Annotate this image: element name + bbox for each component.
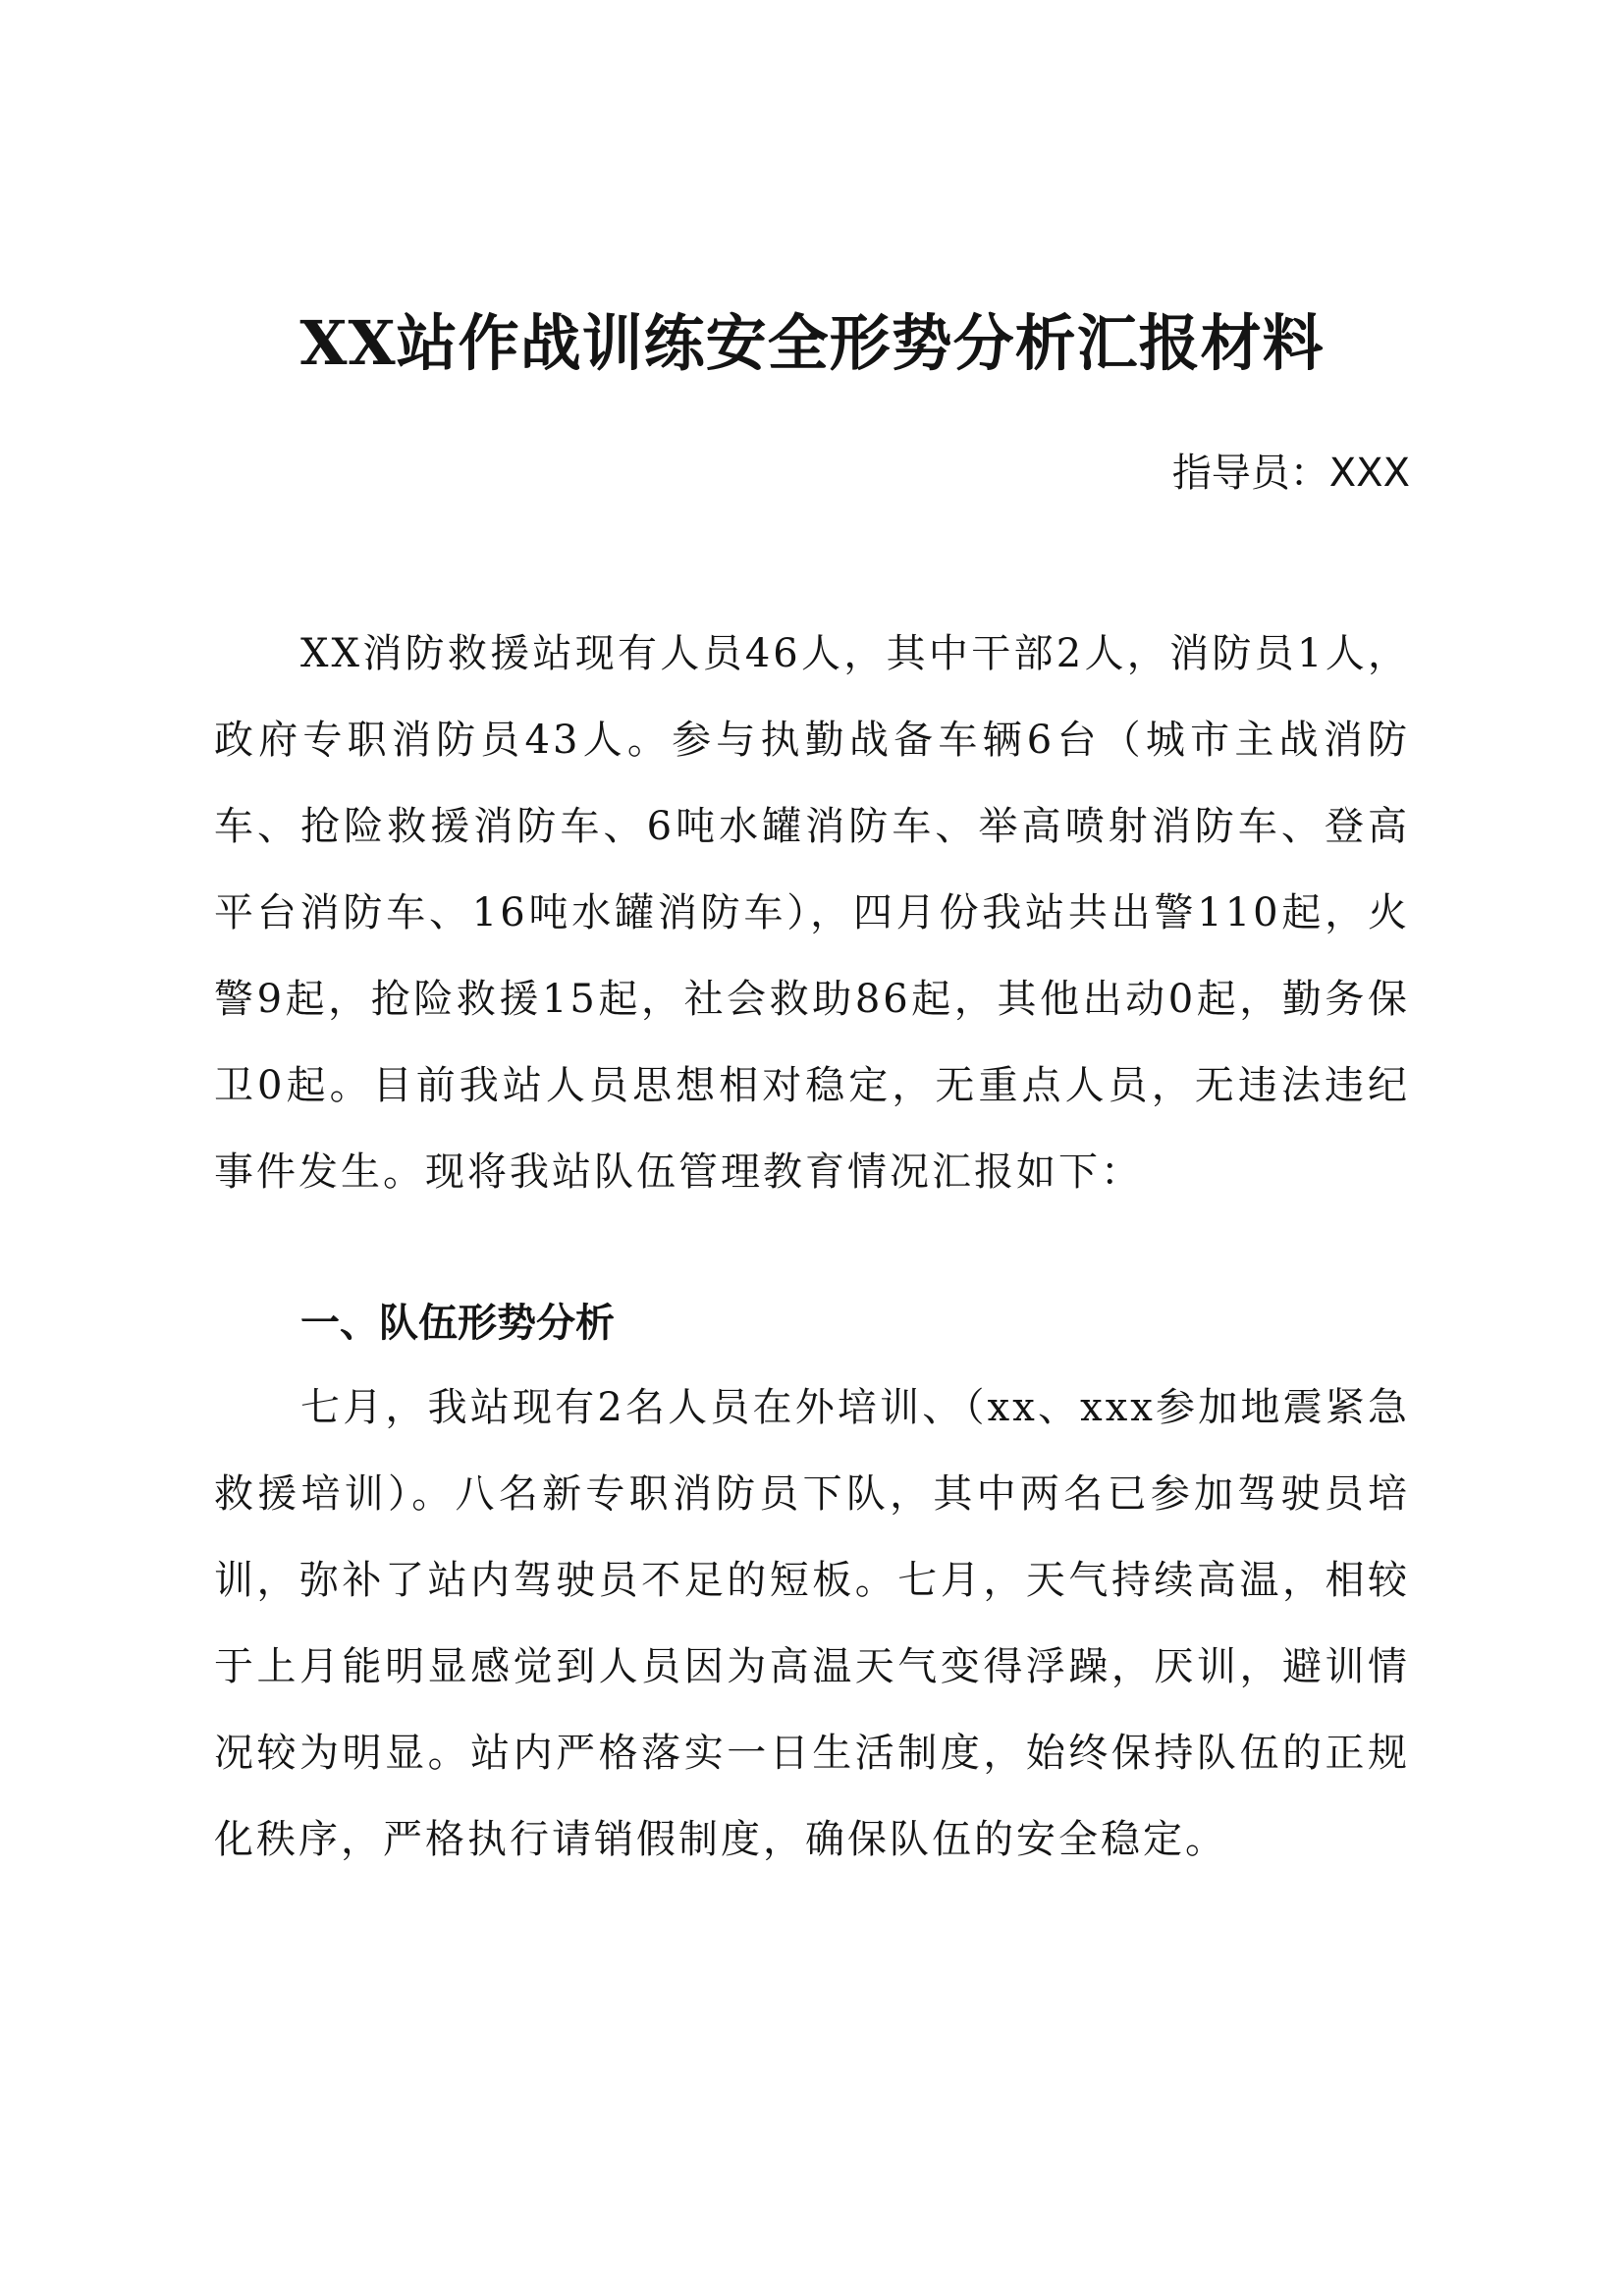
document-title: XX站作战训练安全形势分析汇报材料 xyxy=(299,307,1325,379)
section-heading: 一、队伍形势分析 xyxy=(300,1301,615,1346)
author-line: 指导员：XXX xyxy=(1171,451,1410,496)
analysis-paragraph: 七月，我站现有2名人员在外培训、（xx、xxx参加地震紧急救援培训）。八名新专职消防员下队，其中两名已参加驾驶员培训，弥补了站内驾驶员不足的短板。七月，天气持续高温，相较于上月能明显感觉到人员因为高温天气变得浮躁，厌训，避训情况较为明显。站内严格落实一日生活制度，始终保持队伍的正规化秩序，严格执行请销假制度，确保队伍的安全稳定。 xyxy=(214,1385,1410,1862)
intro-paragraph: XX消防救援站现有人员46人，其中干部2人，消防员1人，政府专职消防员43人。参与执勤战备车辆6台（城市主战消防车、抢险救援消防车、6吨水罐消防车、举高喷射消防车、登高平台消防车、16吨水罐消防车），四月份我站共出警110起，火警9起，抢险救援15起，社会救助86起，其他出动0起，勤务保卫0起。目前我站人员思想相对稳定，无重点人员，无违法违纪事件发生。现将我站队伍管理教育情况汇报如下： xyxy=(214,631,1410,1195)
